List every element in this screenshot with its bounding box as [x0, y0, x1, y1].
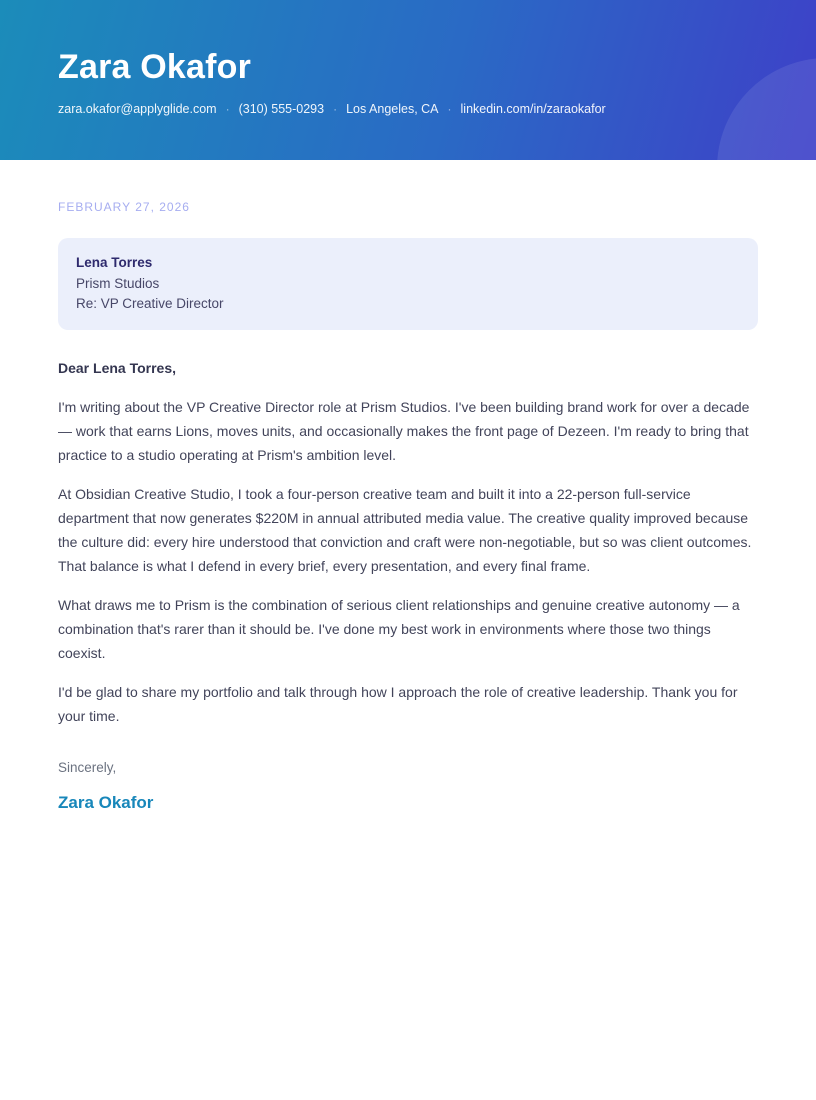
contact-separator: · [333, 102, 338, 116]
recipient-company: Prism Studios [76, 275, 160, 291]
letter-date: FEBRUARY 27, 2026 [58, 200, 190, 214]
paragraph-4: I'd be glad to share my portfolio and talk through how I approach the role of creative leadership. Thank you for your time. [58, 683, 738, 724]
applicant-name: Zara Okafor [58, 48, 252, 86]
letter-header [0, 0, 816, 160]
paragraph-3: What draws me to Prism is the combination of serious client relationships and genuine creative autonomy — a combination that's rarer than it should be. I've done my best work in environments where those two things coexist. [58, 596, 740, 661]
letter-subject: Re: VP Creative Director [76, 296, 224, 311]
email-link[interactable]: zara.okafor@applyglide.com [58, 102, 217, 116]
contact-separator: · [447, 102, 452, 116]
location-text: Los Angeles, CA [346, 102, 439, 116]
phone-text: (310) 555-0293 [238, 102, 325, 116]
paragraph-1: I'm writing about the VP Creative Director role at Prism Studios. I've been building brand work for over a decade — work that earns Lions, moves units, and occasionally makes the front page of Dezeen. I'm ready to bring that practice to a studio operating at Prism's ambition level. [58, 398, 750, 463]
recipient-card [58, 238, 758, 330]
letter-body [58, 160, 758, 813]
recipient-name: Lena Torres [76, 255, 153, 270]
header-content [58, 0, 758, 116]
linkedin-link[interactable]: linkedin.com/in/zaraokafor [460, 102, 606, 116]
signature-name: Zara Okafor [58, 792, 154, 812]
contact-separator: · [225, 102, 230, 116]
paragraph-2: At Obsidian Creative Studio, I took a four-person creative team and built it into a 22-person full-service department that now generates $220M in annual attributed media value. The creative quality improved because the culture did: every hire understood that conviction and craft were non-negotiable, but so was client outcomes. That balance is what I defend in every brief, every presentation, and every final frame. [58, 485, 752, 574]
salutation: Dear Lena Torres, [58, 359, 177, 376]
closing: Sincerely, [58, 759, 117, 775]
contact-row [58, 102, 758, 116]
